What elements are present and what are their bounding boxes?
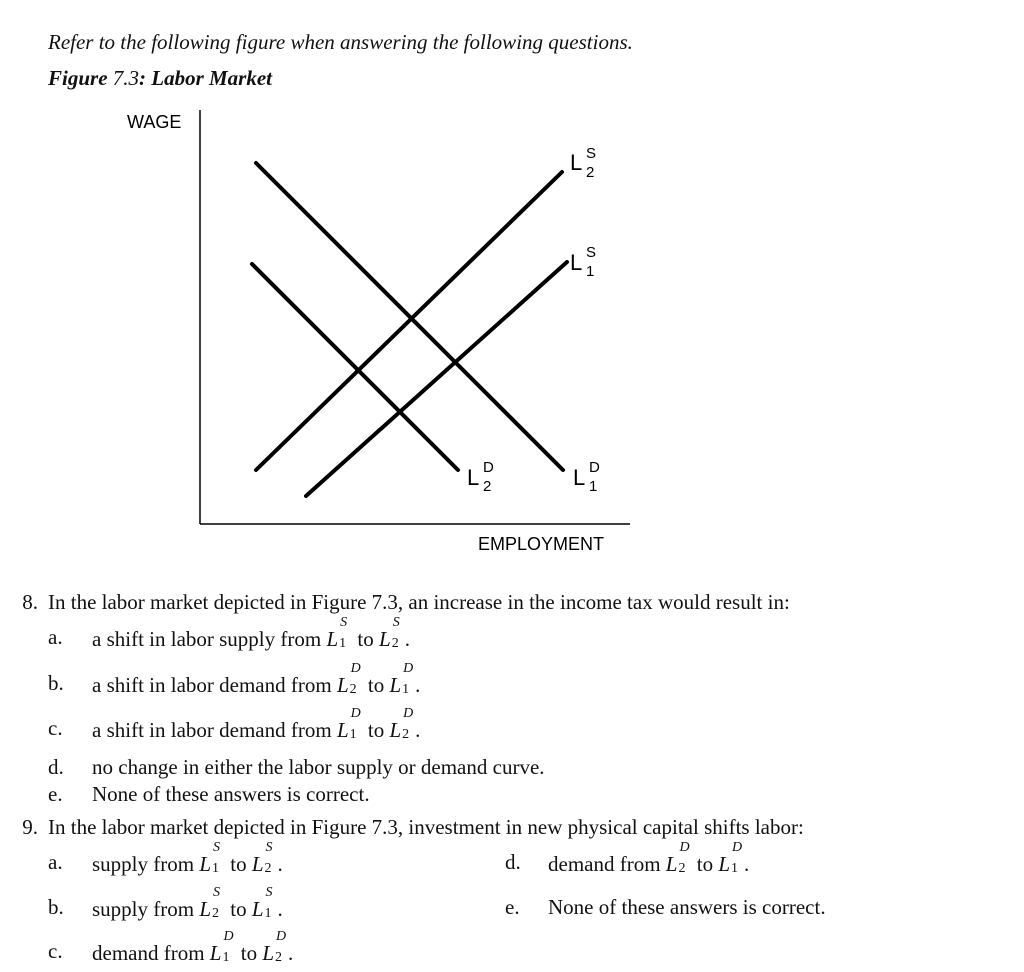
- label-demand-1: [573, 459, 600, 495]
- option-letter: b.: [48, 895, 64, 919]
- svg-text:S: S: [586, 145, 597, 162]
- option-text: demand from L D 1 to L D 2 .: [92, 929, 294, 965]
- figure-title-suffix: : Labor Market: [139, 66, 273, 90]
- option-letter: a.: [48, 850, 63, 874]
- question-8-number: 8.: [22, 590, 38, 614]
- intro-instruction: Refer to the following figure when answering the following questions.: [48, 30, 633, 54]
- question-9-text: In the labor market depicted in Figure 7.3, investment in new physical capital shifts labor:: [48, 815, 804, 839]
- svg-text:2: 2: [586, 164, 595, 181]
- option-letter: d.: [48, 755, 64, 779]
- svg-text:L: L: [573, 465, 586, 490]
- option-letter: e.: [48, 782, 63, 806]
- option-letter: e.: [505, 895, 520, 919]
- y-axis-label: WAGE: [127, 112, 182, 132]
- option-text: a shift in labor demand from L D 2 to L D 1 .: [92, 661, 421, 697]
- svg-text:1: 1: [589, 478, 598, 495]
- label-supply-1: [570, 244, 596, 280]
- option-text: a shift in labor demand from L D 1 to L D 2 .: [92, 706, 421, 742]
- svg-text:D: D: [589, 459, 600, 476]
- question-9-number: 9.: [22, 815, 38, 839]
- svg-text:L: L: [467, 465, 480, 490]
- option-text: no change in either the labor supply or demand curve.: [92, 755, 545, 779]
- svg-text:1: 1: [586, 263, 595, 280]
- option-text: supply from L S 1 to L S 2 .: [92, 840, 283, 876]
- svg-text:L: L: [570, 150, 583, 175]
- option-letter: c.: [48, 716, 63, 740]
- option-text: supply from L S 2 to L S 1 .: [92, 885, 283, 921]
- svg-text:S: S: [586, 244, 597, 261]
- x-axis-label: EMPLOYMENT: [478, 534, 605, 554]
- figure-title-prefix: Figure: [48, 66, 113, 90]
- option-text: demand from L D 2 to L D 1 .: [548, 840, 750, 876]
- label-demand-2: [467, 459, 494, 495]
- option-letter: a.: [48, 625, 63, 649]
- option-letter: c.: [48, 939, 63, 963]
- label-supply-2: [570, 145, 596, 181]
- svg-text:L: L: [570, 250, 583, 275]
- demand-curve-2: [252, 264, 458, 470]
- svg-text:2: 2: [483, 478, 492, 495]
- supply-curve-1: [306, 262, 567, 496]
- question-8-text: In the labor market depicted in Figure 7.3, an increase in the income tax would result in:: [48, 590, 790, 614]
- option-text: a shift in labor supply from L S 1 to L S 2 .: [92, 615, 410, 651]
- figure-title-number: 7.3: [112, 66, 140, 90]
- option-text: None of these answers is correct.: [92, 782, 370, 806]
- option-letter: d.: [505, 850, 521, 874]
- option-text: None of these answers is correct.: [548, 895, 826, 919]
- option-letter: b.: [48, 671, 64, 695]
- svg-text:D: D: [483, 459, 494, 476]
